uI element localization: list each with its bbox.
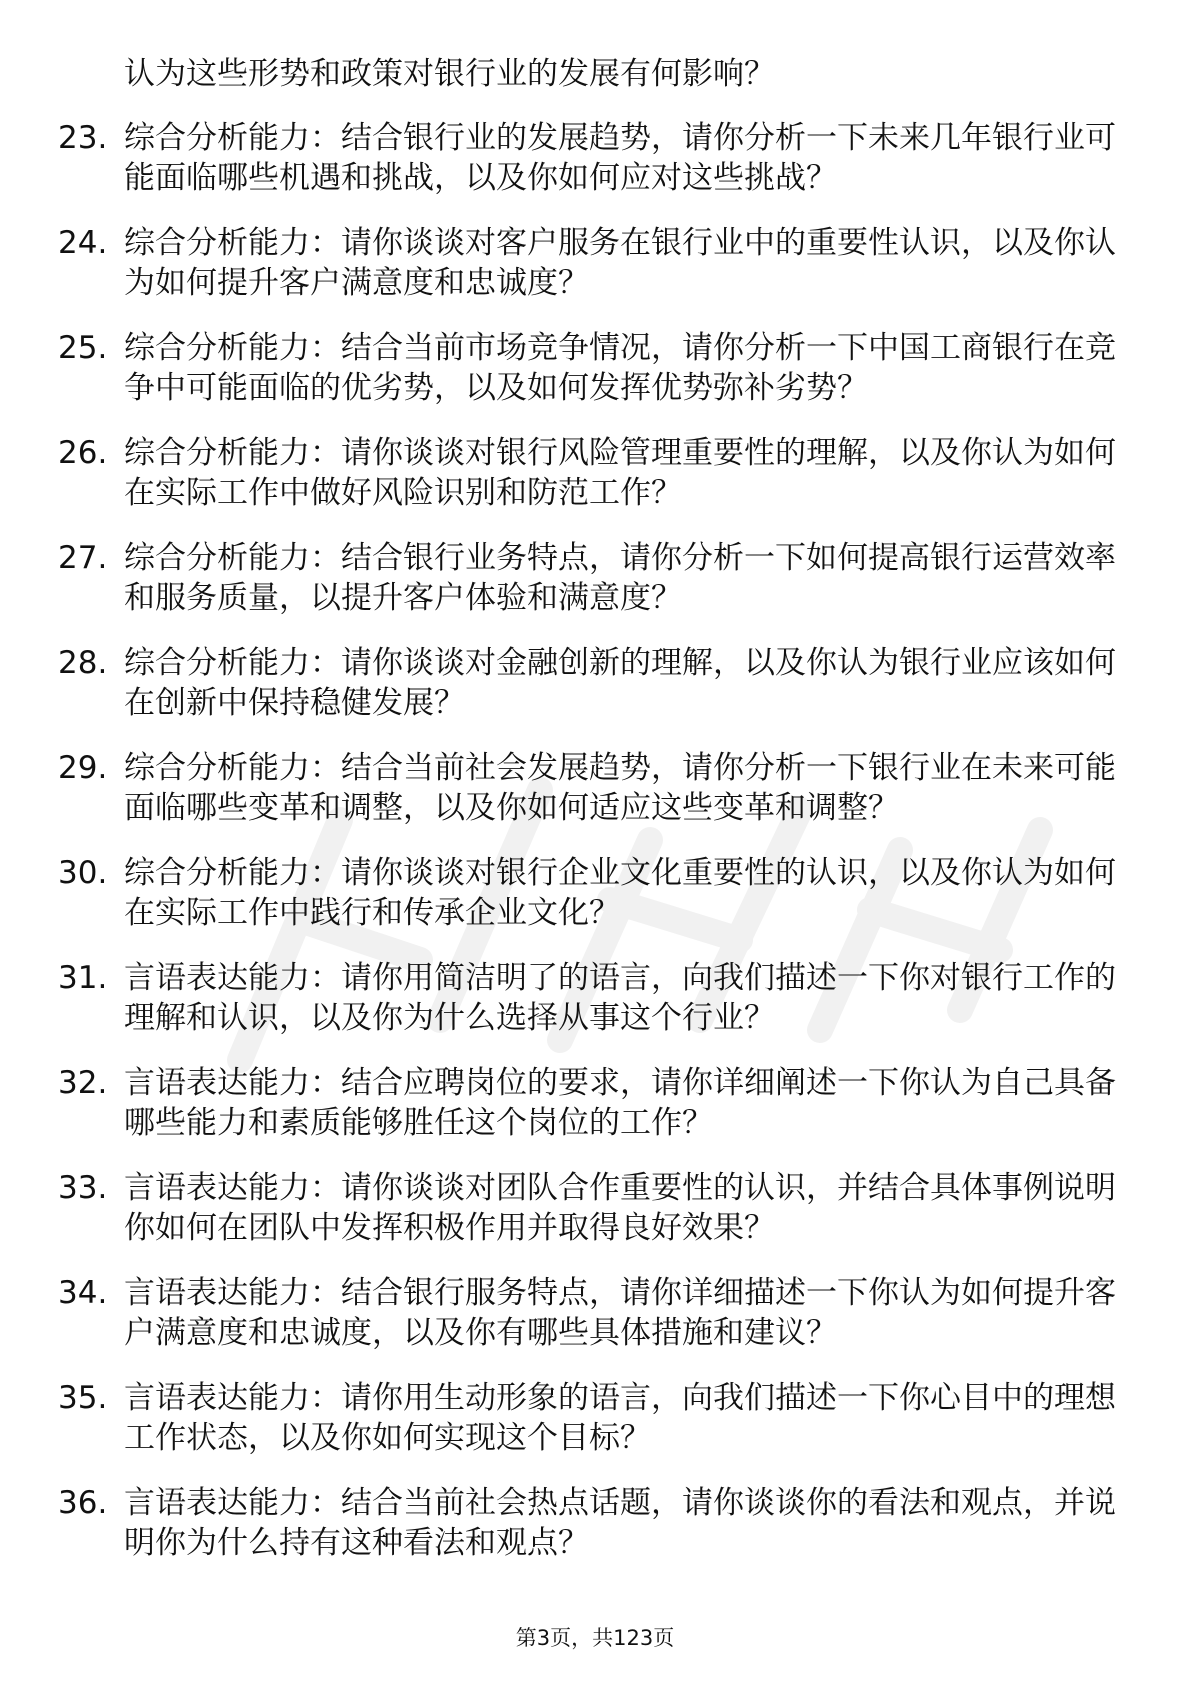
item-number: 29. [58, 750, 108, 786]
item-number: 24. [58, 225, 108, 261]
item-text: 综合分析能力：请你谈谈对客户服务在银行业中的重要性认识，以及你认为如何提升客户满意度和忠诚度？ [124, 225, 1116, 301]
list-item [58, 1273, 1118, 1353]
list-item [58, 118, 1118, 198]
item-text: 综合分析能力：结合银行业务特点，请你分析一下如何提高银行运营效率和服务质量，以提升客户体验和满意度？ [124, 540, 1116, 616]
list-item [58, 958, 1118, 1038]
item-number: 36. [58, 1485, 108, 1521]
item-number: 28. [58, 645, 108, 681]
item-number: 32. [58, 1065, 108, 1101]
list-item [58, 1483, 1118, 1563]
item-text: 言语表达能力：结合银行服务特点，请你详细描述一下你认为如何提升客户满意度和忠诚度，以及你有哪些具体措施和建议？ [124, 1275, 1116, 1351]
item-text: 综合分析能力：请你谈谈对银行风险管理重要性的理解，以及你认为如何在实际工作中做好风险识别和防范工作？ [124, 435, 1116, 511]
item-number: 30. [58, 855, 108, 891]
item-text: 言语表达能力：结合应聘岗位的要求，请你详细阐述一下你认为自己具备哪些能力和素质能够胜任这个岗位的工作？ [124, 1065, 1116, 1141]
item-number: 27. [58, 540, 108, 576]
list-item [58, 223, 1118, 303]
page-footer: 第3页，共123页 [515, 1626, 675, 1650]
item-text: 综合分析能力：请你谈谈对银行企业文化重要性的认识，以及你认为如何在实际工作中践行和传承企业文化？ [124, 855, 1116, 931]
item-number: 31. [58, 960, 108, 996]
item-text: 综合分析能力：结合当前社会发展趋势，请你分析一下银行业在未来可能面临哪些变革和调整，以及你如何适应这些变革和调整？ [124, 750, 1116, 826]
item-text: 言语表达能力：请你用生动形象的语言，向我们描述一下你心目中的理想工作状态，以及你如何实现这个目标？ [124, 1380, 1116, 1456]
list-item [58, 748, 1118, 828]
item-number: 25. [58, 330, 108, 366]
list-item [58, 433, 1118, 513]
continuation-text: 认为这些形势和政策对银行业的发展有何影响？ [124, 56, 775, 92]
question-list [58, 54, 1118, 1588]
item-text: 综合分析能力：请你谈谈对金融创新的理解，以及你认为银行业应该如何在创新中保持稳健发展？ [124, 645, 1116, 721]
item-text: 言语表达能力：结合当前社会热点话题，请你谈谈你的看法和观点，并说明你为什么持有这种看法和观点？ [124, 1485, 1116, 1561]
item-number: 33. [58, 1170, 108, 1206]
list-item [58, 1168, 1118, 1248]
list-item [58, 643, 1118, 723]
item-number: 35. [58, 1380, 108, 1416]
item-number: 23. [58, 120, 108, 156]
item-number: 34. [58, 1275, 108, 1311]
item-text: 言语表达能力：请你用简洁明了的语言，向我们描述一下你对银行工作的理解和认识，以及你为什么选择从事这个行业？ [124, 960, 1116, 1036]
item-number: 26. [58, 435, 108, 471]
list-item [58, 853, 1118, 933]
item-text: 言语表达能力：请你谈谈对团队合作重要性的认识，并结合具体事例说明你如何在团队中发挥积极作用并取得良好效果？ [124, 1170, 1116, 1246]
item-text: 综合分析能力：结合当前市场竞争情况，请你分析一下中国工商银行在竞争中可能面临的优劣势，以及如何发挥优势弥补劣势？ [124, 330, 1116, 406]
list-item [58, 1378, 1118, 1458]
item-text: 综合分析能力：结合银行业的发展趋势，请你分析一下未来几年银行业可能面临哪些机遇和挑战，以及你如何应对这些挑战？ [124, 120, 1116, 196]
list-item [58, 328, 1118, 408]
list-item [58, 538, 1118, 618]
list-item [58, 1063, 1118, 1143]
